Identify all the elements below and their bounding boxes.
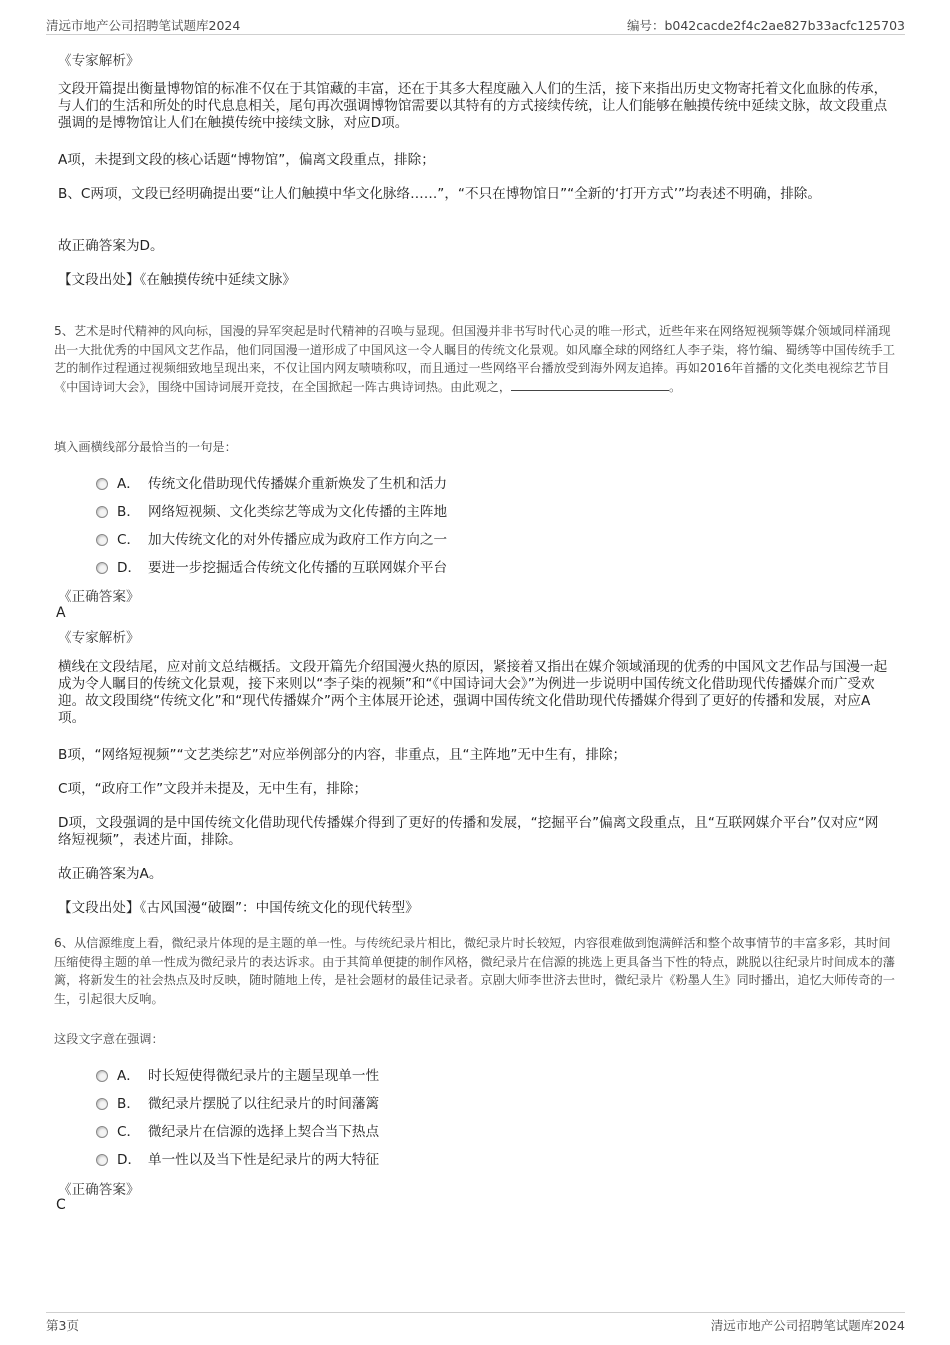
option-key: C． xyxy=(117,1124,141,1140)
option-key: A． xyxy=(117,1068,140,1084)
footer-title: 清远市地产公司招聘笔试题库2024 xyxy=(710,1318,905,1333)
q6-answer-label: 《正确答案》 xyxy=(58,1182,140,1198)
radio-button-icon[interactable] xyxy=(96,562,108,574)
page-number: 第3页 xyxy=(46,1318,79,1333)
header-serial: 编号：b042cacde2f4c2ae827b33acfc125703 xyxy=(626,18,905,33)
q5-answer: A xyxy=(56,605,66,621)
radio-button-icon[interactable] xyxy=(96,1070,108,1082)
q5-analysis-paragraph: C项，“政府工作”文段并未提及，无中生有，排除； xyxy=(58,781,368,797)
option-key: D． xyxy=(117,560,142,576)
question-5-end: 。 xyxy=(669,379,682,394)
q5-analysis-label: 《专家解析》 xyxy=(58,630,140,646)
option-text: 网络短视频、文化类综艺等成为文化传播的主阵地 xyxy=(148,504,448,520)
option-key: B． xyxy=(117,504,140,520)
header-title: 清远市地产公司招聘笔试题库2024 xyxy=(46,18,241,33)
question-5-body: 5、艺术是时代精神的风向标，国漫的异军突起是时代精神的召唤与显现。但国漫并非书写时代心灵的唯一形式，近些年来在网络短视频等媒介领域同样涌现出一大批优秀的中国风文艺作品，他们同国漫一道形成了中国风这一令人瞩目的传统文化景观。如风靡全球的网络红人李子柒，将竹编、蜀绣等中国传统手工艺的制作过程通过视频细致地呈现出来，不仅让国内网友啧啧称叹，而且通过一些网络平台播放受到海外网友追捧。再如2016年首播的文化类电视综艺节目《中国诗词大会》，围绕中国诗词展开竞技，在全国掀起一阵古典诗词热。由此观之， xyxy=(54,324,895,394)
q5-source: 【文段出处】《古风国漫“破圈”：中国传统文化的现代转型》 xyxy=(58,900,419,916)
option-text: 单一性以及当下性是纪录片的两大特征 xyxy=(148,1152,380,1168)
option-text: 微纪录片摆脱了以往纪录片的时间藩篱 xyxy=(148,1096,380,1112)
option-text: 加大传统文化的对外传播应成为政府工作方向之一 xyxy=(148,532,448,548)
q5-analysis-paragraph: B项，“网络短视频”“文艺类综艺”对应举例部分的内容，非重点，且“主阵地”无中生有，排除； xyxy=(58,747,627,763)
radio-button-icon[interactable] xyxy=(96,1126,108,1138)
option-key: B． xyxy=(117,1096,140,1112)
prev-analysis-paragraph: A项，未提到文段的核心话题“博物馆”，偏离文段重点，排除； xyxy=(58,152,435,168)
fill-blank xyxy=(511,378,669,391)
radio-button-icon[interactable] xyxy=(96,478,108,490)
option-text: 时长短使得微纪录片的主题呈现单一性 xyxy=(148,1068,380,1084)
radio-button-icon[interactable] xyxy=(96,506,108,518)
prev-analysis-paragraph: B、C两项，文段已经明确提出要“让人们触摸中华文化脉络……”，“不只在博物馆日”“全新的‘打开方式’”均表述不明确，排除。 xyxy=(58,186,821,202)
prev-source: 【文段出处】《在触摸传统中延续文脉》 xyxy=(58,272,296,288)
radio-button-icon[interactable] xyxy=(96,534,108,546)
prev-analysis-paragraph: 文段开篇提出衡量博物馆的标准不仅在于其馆藏的丰富，还在于其多大程度融入人们的生活，接下来指出历史文物寄托着文化血脉的传承，与人们的生活和所处的时代息息相关，尾句再次强调博物馆需要以其特有的方式接续传统，让人们能够在触摸传统中延续文脉，故文段重点强调的是博物馆让人们在触摸传统中接续文脉，对应D项。 xyxy=(58,81,888,131)
option-key: C． xyxy=(117,532,141,548)
radio-button-icon[interactable] xyxy=(96,1154,108,1166)
q5-analysis-paragraph: 故正确答案为A。 xyxy=(58,866,163,882)
option-text: 微纪录片在信源的选择上契合当下热点 xyxy=(148,1124,380,1140)
radio-button-icon[interactable] xyxy=(96,1098,108,1110)
page-footer xyxy=(46,1312,905,1335)
question-5-text xyxy=(54,322,900,396)
option-key: D． xyxy=(117,1152,142,1168)
q5-answer-label: 《正确答案》 xyxy=(58,589,140,605)
page-header xyxy=(46,14,905,35)
question-6-prompt: 这段文字意在强调： xyxy=(54,1032,164,1046)
question-6-text: 6、从信源维度上看，微纪录片体现的是主题的单一性。与传统纪录片相比，微纪录片时长较短，内容很难做到饱满鲜活和整个故事情节的丰富多彩，其时间压缩使得主题的单一性成为微纪录片的表达诉求。由于其简单便捷的制作风格，微纪录片在信源的挑选上更具备当下性的特点，跳脱以往纪录片时间成本的藩篱，将新发生的社会热点及时反映，随时随地上传，是社会题材的最佳记录者。京剧大师李世济去世时，微纪录片《粉墨人生》同时播出，追忆大师传奇的一生，引起很大反响。 xyxy=(54,936,895,1006)
option-key: A． xyxy=(117,476,140,492)
prev-analysis-label: 《专家解析》 xyxy=(58,53,140,69)
q5-analysis-paragraph: 横线在文段结尾，应对前文总结概括。文段开篇先介绍国漫火热的原因，紧接着又指出在媒介领域涌现的优秀的中国风文艺作品与国漫一起成为令人瞩目的传统文化景观，接下来则以“李子柒的视频”和“《中国诗词大会》”为例进一步说明中国传统文化借助现代传播媒介而广受欢迎。故文段围绕“传统文化”和“现代传播媒介”两个主体展开论述，强调中国传统文化借助现代传播媒介得到了更好的传播和发展，对应A项。 xyxy=(58,659,888,726)
q6-answer: C xyxy=(56,1197,66,1213)
q5-analysis-paragraph: D项，文段强调的是中国传统文化借助现代传播媒介得到了更好的传播和发展，“挖掘平台”偏离文段重点，且“互联网媒介平台”仅对应“网络短视频”，表述片面，排除。 xyxy=(58,815,879,848)
prev-analysis-paragraph: 故正确答案为D。 xyxy=(58,238,164,254)
option-text: 要进一步挖掘适合传统文化传播的互联网媒介平台 xyxy=(148,560,448,576)
option-text: 传统文化借助现代传播媒介重新焕发了生机和活力 xyxy=(148,476,448,492)
question-5-prompt: 填入画横线部分最恰当的一句是： xyxy=(54,440,237,454)
